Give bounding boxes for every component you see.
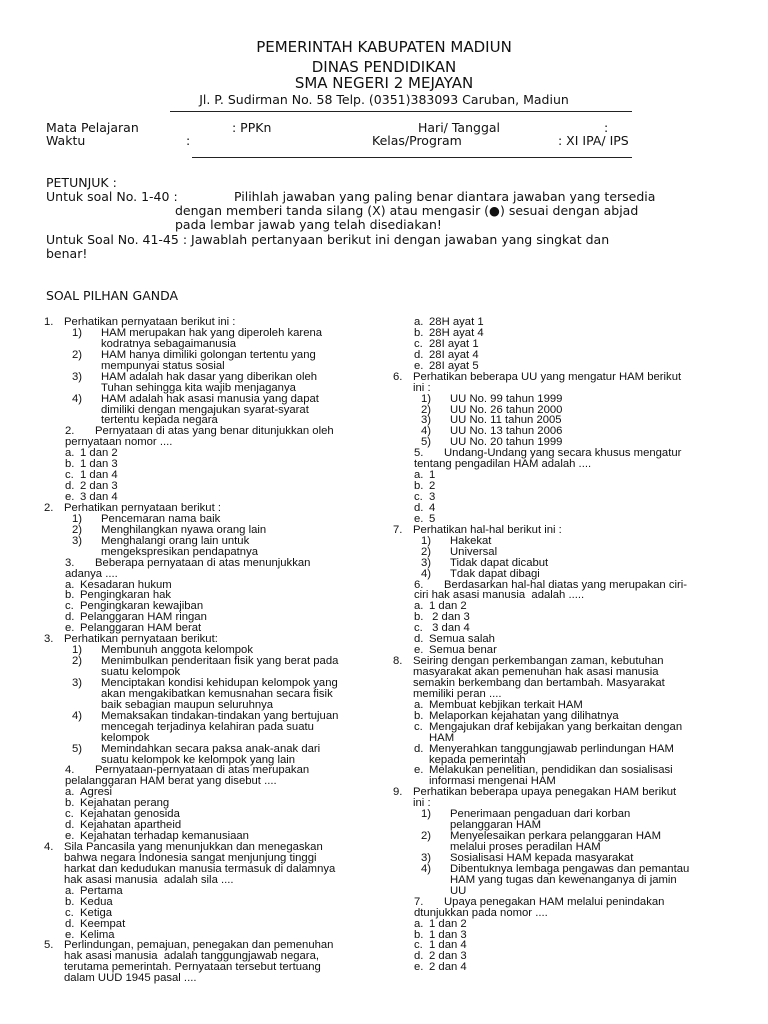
line-text: Tidak dapat dicabut — [450, 556, 549, 569]
line-text: Mengajukan draf kebijakan yang berkaitan dengan — [429, 720, 683, 733]
line-number: c. — [414, 720, 423, 733]
question-line-i — [393, 569, 733, 580]
line-text: adanya .... — [65, 567, 118, 580]
line-number: b. — [65, 458, 75, 471]
line-text: Pencemaran nama baik — [101, 512, 221, 525]
line-number: e. — [65, 491, 75, 503]
line-number: 3) — [421, 556, 432, 569]
line-text: Kejahatan genosida — [80, 808, 180, 821]
day-label: Hari/ Tanggal — [418, 120, 501, 135]
line-text: 1 dan 4 — [80, 469, 118, 482]
line-text: melalui proses peradilan HAM — [450, 841, 601, 853]
line-number: d. — [65, 611, 75, 624]
line-text: Memaksakan tindakan-tindakan yang bertujuan — [101, 709, 339, 722]
line-number: b. — [414, 480, 424, 493]
line-number: 4) — [421, 567, 432, 580]
line-text: kodratnya sebagaimanusia — [101, 337, 237, 350]
line-number: 8. — [393, 655, 403, 668]
line-number: a. — [414, 469, 424, 482]
line-text: UU No. 13 tahun 2006 — [450, 425, 563, 438]
line-number: d. — [65, 480, 75, 493]
info-divider — [192, 157, 632, 158]
line-text: Melaporkan kejahatan yang dilihatnya — [429, 709, 619, 722]
line-number: 2) — [421, 830, 432, 843]
line-text: Berdasarkan hal-hal diatas yang merupakan ciri- — [444, 578, 688, 591]
line-text: ini : — [413, 797, 431, 810]
line-number: 1. — [44, 316, 54, 328]
question-line-ic — [393, 875, 733, 886]
question-line-q — [393, 372, 733, 383]
question-line-s — [393, 897, 733, 908]
question-line-s — [44, 558, 389, 569]
line-text: Seiring dengan perkembangan zaman, kebutuhan — [413, 655, 664, 668]
line-text: Perhatikan pernyataan berikut : — [64, 501, 221, 514]
line-text: HAM adalah hak asasi manusia yang dapat — [101, 392, 319, 405]
question-line-o — [393, 919, 733, 930]
line-text: 2 — [429, 480, 436, 493]
line-text: masyarakat akan pemenuhan hak asasi manusia — [413, 666, 659, 678]
header-department: DINAS PENDIDIKAN — [311, 58, 457, 76]
line-text: 3 dan 4 — [80, 491, 118, 503]
line-text: 1 dan 2 — [429, 600, 467, 613]
line-text: tentang pengadilan HAM adalah .... — [414, 458, 592, 471]
line-text: Menciptakan kondisi kehidupan kelompok yang — [101, 676, 338, 689]
line-number: e. — [414, 644, 424, 657]
line-text: hak asasi manusia adalah tanggungjawab negara, — [64, 950, 319, 963]
line-text: Kelima — [80, 928, 115, 941]
line-text: Perhatikan beberapa UU yang mengatur HAM berikut — [413, 370, 682, 383]
line-number: 3) — [421, 414, 432, 427]
line-number: 7. — [393, 523, 403, 536]
line-number: c. — [414, 337, 423, 350]
header-divider — [170, 111, 632, 112]
line-text: 2 dan 3 — [429, 611, 470, 624]
line-number: 6. — [393, 370, 403, 383]
question-line-o — [393, 470, 733, 481]
question-line-o — [44, 908, 389, 919]
question-line-ic — [44, 733, 389, 744]
line-text: kelompok — [101, 731, 150, 744]
question-line-i — [44, 744, 389, 755]
line-number: e. — [65, 928, 75, 941]
line-text: Ketiga — [80, 906, 113, 919]
question-line-oc — [393, 733, 733, 744]
question-line-o — [393, 503, 733, 514]
line-text: Pernyataan di atas yang benar ditunjukkan oleh — [95, 425, 334, 438]
line-number: e. — [65, 622, 75, 635]
line-text: 28I ayat 5 — [429, 359, 479, 372]
question-line-i — [393, 547, 733, 558]
line-number: 4) — [72, 392, 83, 405]
question-line-ic — [44, 547, 389, 558]
line-text: dalam UUD 1945 pasal .... — [64, 972, 197, 985]
line-text: Kesadaran hukum — [80, 578, 172, 591]
line-number: c. — [414, 622, 423, 635]
line-text: 2 dan 3 — [80, 480, 118, 493]
question-line-sc — [44, 569, 389, 580]
line-text: HAM hanya dimiliki golongan tertentu yang — [101, 348, 316, 361]
line-number: 1) — [421, 808, 432, 821]
line-text: Pengingkaran kewajiban — [80, 600, 204, 613]
line-text: baik sebagian maupun seluruhnya — [101, 698, 274, 711]
line-number: b. — [414, 326, 424, 339]
header-school: SMA NEGERI 2 MEJAYAN — [294, 74, 474, 92]
line-text: pelalanggaran HAM berat yang disebut .... — [65, 775, 277, 788]
line-text: memiliki peran .... — [413, 687, 502, 700]
line-text: Pengingkaran hak — [80, 589, 172, 602]
line-text: tertentu kepada negara — [101, 414, 218, 427]
line-text: 28I ayat 4 — [429, 348, 479, 361]
instruction-2-line2: benar! — [46, 246, 88, 261]
line-text: akan mengakibatkan kemusnahan secara fisik — [101, 687, 333, 700]
question-line-i — [44, 372, 389, 383]
line-text: HAM merupakan hak yang diperoleh karena — [101, 326, 323, 339]
line-text: Melakukan penelitian, pendidikan dan sosialisasi — [429, 764, 673, 777]
line-text: 1 dan 4 — [429, 939, 467, 952]
line-text: UU — [450, 884, 467, 897]
question-line-o — [393, 722, 733, 733]
line-number: a. — [65, 578, 75, 591]
line-number: b. — [414, 709, 424, 722]
line-text: Perhatikan pernyataan berikut: — [64, 633, 218, 646]
line-number: 5) — [72, 742, 83, 755]
line-text: harkat dan kedudukan manusia termasuk di dalamnya — [64, 862, 336, 875]
question-line-i — [393, 394, 733, 405]
line-number: 5. — [44, 939, 54, 952]
line-text: Agresi — [80, 786, 113, 799]
line-text: terutama pemerintah. Pernyataan tersebut tertuang — [64, 961, 321, 974]
line-number: 5. — [414, 447, 424, 460]
line-number: c. — [65, 469, 74, 482]
line-text: 28I ayat 1 — [429, 337, 479, 350]
line-number: d. — [65, 819, 75, 832]
line-text: 28H ayat 1 — [429, 316, 484, 328]
line-text: kepada pemerintah — [429, 753, 526, 766]
line-text: Menghilangkan nyawa orang lain — [101, 523, 267, 536]
line-text: Penerimaan pengaduan dari korban — [450, 808, 631, 821]
line-text: mencegah terjadinya kelahiran pada suatu — [101, 720, 314, 733]
line-number: a. — [414, 917, 424, 930]
line-number: 2) — [421, 545, 432, 558]
line-number: b. — [65, 895, 75, 908]
question-line-i — [44, 394, 389, 405]
line-text: Memindahkan secara paksa anak-anak dari — [101, 742, 321, 755]
line-number: b. — [414, 611, 424, 624]
line-number: 7. — [414, 895, 424, 908]
line-text: suatu kelompok ke kelompok yang lain — [101, 753, 296, 766]
question-line-qc — [44, 973, 389, 984]
line-number: c. — [65, 906, 74, 919]
line-number: 4) — [421, 425, 432, 438]
line-number: c. — [414, 939, 423, 952]
question-line-q — [393, 787, 733, 798]
line-text: Membunuh anggota kelompok — [101, 644, 253, 657]
line-number: b. — [65, 797, 75, 810]
line-number: 1) — [421, 534, 432, 547]
line-text: informasi mengenai HAM — [429, 775, 556, 788]
line-number: 1) — [72, 326, 83, 339]
line-number: e. — [414, 512, 424, 525]
line-number: c. — [65, 600, 74, 613]
line-number: 1) — [72, 512, 83, 525]
line-text: 3 dan 4 — [429, 622, 470, 635]
line-number: d. — [414, 950, 424, 963]
line-number: 4) — [72, 709, 83, 722]
line-text: Semua salah — [429, 633, 495, 646]
instructions-title: PETUNJUK : — [46, 175, 117, 190]
question-line-sc — [393, 459, 733, 470]
line-number: 3) — [72, 370, 83, 383]
line-text: Keempat — [80, 917, 126, 930]
instruction-2-line1: Untuk Soal No. 41-45 : Jawablah pertanyaan berikut ini dengan jawaban yang singkat dan — [46, 232, 610, 247]
line-text: Upaya penegakan HAM melalui penindakan — [444, 895, 665, 908]
line-number: 4. — [65, 764, 75, 777]
line-text: ini : — [413, 381, 431, 394]
line-text: Menimbulkan penderitaan fisik yang berat pada — [101, 655, 339, 668]
line-text: Kejahatan apartheid — [80, 819, 182, 832]
question-line-o — [393, 481, 733, 492]
line-text: 1 dan 2 — [80, 447, 118, 460]
line-number: d. — [414, 633, 424, 646]
question-line-sc — [393, 908, 733, 919]
line-text: Perlindungan, pemajuan, penegakan dan pemenuhan — [64, 939, 334, 952]
right-question-column — [393, 317, 733, 973]
day-value: : — [604, 120, 609, 135]
line-number: d. — [414, 501, 424, 514]
line-number: 1) — [421, 392, 432, 405]
line-text: 1 dan 3 — [80, 458, 118, 471]
question-line-i — [393, 415, 733, 426]
line-number: 3) — [72, 676, 83, 689]
line-text: UU No. 99 tahun 1999 — [450, 392, 563, 405]
line-text: Membuat kebjikan terkait HAM — [429, 698, 583, 711]
class-label: Kelas/Program — [372, 133, 462, 148]
line-number: b. — [414, 928, 424, 941]
line-text: HAM yang tugas dan kewenanganya di jamin — [450, 873, 677, 886]
line-text: bahwa negara Indonesia sangat menjunjung tinggi — [64, 851, 317, 864]
line-number: 3) — [72, 534, 83, 547]
class-value: : XI IPA/ IPS — [558, 133, 629, 148]
time-value: : — [186, 133, 191, 148]
line-text: Sila Pancasila yang menunjukkan dan menegaskan — [64, 841, 323, 853]
line-text: Kedua — [80, 895, 113, 908]
line-text: Menyelesaikan perkara pelanggaran HAM — [450, 830, 661, 843]
time-label: Waktu — [46, 133, 86, 148]
line-text: Tdak dapat dibagi — [450, 567, 540, 580]
line-text: UU No. 11 tahun 2005 — [450, 414, 562, 427]
question-line-o — [393, 492, 733, 503]
line-text: Menyerahkan tanggungjawab perlindungan HAM — [429, 742, 674, 755]
line-text: Hakekat — [450, 534, 492, 547]
line-number: 2. — [44, 501, 54, 514]
line-number: 3) — [421, 851, 432, 864]
line-number: d. — [65, 917, 75, 930]
line-text: dtunjukkan pada nomor .... — [414, 906, 548, 919]
line-text: mempunyai status sosial — [101, 359, 225, 372]
line-text: Kejahatan terhadap kemanusiaan — [80, 830, 249, 843]
line-number: c. — [414, 491, 423, 503]
line-number: e. — [414, 359, 424, 372]
line-text: Perhatikan hal-hal berikut ini : — [413, 523, 562, 536]
line-number: 2) — [72, 348, 83, 361]
line-number: 6. — [414, 578, 424, 591]
subject-value: : PPKn — [232, 120, 272, 135]
line-number: e. — [65, 830, 75, 843]
line-text: pelanggaran HAM — [450, 819, 542, 832]
line-text: Pernyataan-pernyataan di atas merupakan — [95, 764, 310, 777]
question-line-qc — [393, 383, 733, 394]
line-text: Universal — [450, 545, 498, 558]
line-number: 2) — [72, 523, 83, 536]
line-text: 1 — [429, 469, 436, 482]
line-text: Undang-Undang yang secara khusus mengatur — [444, 447, 682, 460]
line-text: Sosialisasi HAM kepada masyarakat — [450, 851, 634, 864]
line-text: 3 — [429, 491, 436, 503]
line-number: a. — [65, 786, 75, 799]
left-question-column — [44, 317, 389, 984]
line-text: 5 — [429, 512, 436, 525]
line-text: Pelanggaran HAM berat — [80, 622, 202, 635]
line-text: dimiliki dengan mengajukan syarat-syarat — [101, 403, 309, 416]
question-line-i — [393, 426, 733, 437]
line-text: Pertama — [80, 884, 123, 897]
line-text: 2 dan 3 — [429, 950, 467, 963]
instruction-1-line3: pada lembar jawab yang telah disediakan! — [175, 217, 442, 232]
question-line-o — [44, 897, 389, 908]
line-number: 3. — [44, 633, 54, 646]
line-text: 2 dan 4 — [429, 961, 467, 974]
question-line-i — [393, 405, 733, 416]
instruction-1-line1: Pilihlah jawaban yang paling benar diantara jawaban yang tersedia — [234, 189, 656, 204]
line-text: Perhatikan beberapa upaya penegakan HAM berikut — [413, 786, 677, 799]
line-number: a. — [65, 884, 75, 897]
line-text: Semua benar — [429, 644, 497, 657]
line-number: a. — [414, 316, 424, 328]
line-number: 4. — [44, 841, 54, 853]
line-text: 1 dan 2 — [429, 917, 467, 930]
line-number: 4) — [421, 862, 432, 875]
question-line-i — [393, 558, 733, 569]
subject-label: Mata Pelajaran — [46, 120, 139, 135]
line-text: suatu kelompok — [101, 666, 181, 678]
line-text: 28H ayat 4 — [429, 326, 484, 339]
line-number: a. — [65, 447, 75, 460]
line-text: Tuhan sehingga kita wajib menjaganya — [101, 381, 296, 394]
line-number: 2. — [65, 425, 75, 438]
line-number: d. — [414, 348, 424, 361]
line-number: c. — [65, 808, 74, 821]
line-text: mengekspresikan pendapatnya — [101, 545, 259, 558]
line-text: 4 — [429, 501, 436, 514]
line-number: 5) — [421, 436, 432, 449]
question-line-o — [393, 962, 733, 973]
line-text: UU No. 26 tahun 2000 — [450, 403, 563, 416]
line-number: a. — [414, 600, 424, 613]
line-number: e. — [414, 764, 424, 777]
line-number: 9. — [393, 786, 403, 799]
instruction-1-line2: dengan memberi tanda silang (X) atau mengasir (●) sesuai dengan abjad — [175, 203, 639, 218]
line-number: b. — [65, 589, 75, 602]
question-line-o — [393, 744, 733, 755]
question-line-o — [44, 919, 389, 930]
line-text: HAM adalah hak dasar yang diberikan oleh — [101, 370, 318, 383]
line-number: 1) — [72, 644, 83, 657]
header-government: PEMERINTAH KABUPATEN MADIUN — [256, 38, 512, 56]
line-text: Pelanggaran HAM ringan — [80, 611, 207, 624]
line-number: a. — [414, 698, 424, 711]
section-title: SOAL PILHAN GANDA — [46, 288, 179, 303]
line-number: e. — [414, 961, 424, 974]
line-text: HAM — [429, 731, 455, 744]
question-line-ic — [44, 722, 389, 733]
line-number: 3. — [65, 556, 75, 569]
line-text: Perhatikan pernyataan berikut ini : — [64, 316, 236, 328]
question-line-ic — [44, 383, 389, 394]
line-text: Menghalangi orang lain untuk — [101, 534, 250, 547]
line-text: pernyataan nomor .... — [65, 436, 173, 449]
line-text: ciri hak asasi manusia adalah ..... — [414, 589, 585, 602]
instruction-1-label: Untuk soal No. 1-40 : — [46, 189, 178, 204]
line-number: 2) — [72, 655, 83, 668]
question-line-i — [393, 809, 733, 820]
line-text: 1 dan 3 — [429, 928, 467, 941]
line-text: UU No. 20 tahun 1999 — [450, 436, 563, 449]
question-line-q — [393, 525, 733, 536]
line-text: semakin berkembang dan bertambah. Masyarakat — [413, 676, 665, 689]
line-text: Dibentuknya lembaga pengawas dan pemantau — [450, 862, 690, 875]
question-line-i — [393, 536, 733, 547]
line-text: Beberapa pernyataan di atas menunjukkan — [95, 556, 311, 569]
line-text: hak asasi manusia adalah sila .... — [64, 873, 234, 886]
line-number: d. — [414, 742, 424, 755]
question-line-i — [44, 656, 389, 667]
line-number: 2) — [421, 403, 432, 416]
line-text: Kejahatan perang — [80, 797, 170, 810]
header-address: Jl. P. Sudirman No. 58 Telp. (0351)383093 Caruban, Madiun — [199, 92, 569, 107]
